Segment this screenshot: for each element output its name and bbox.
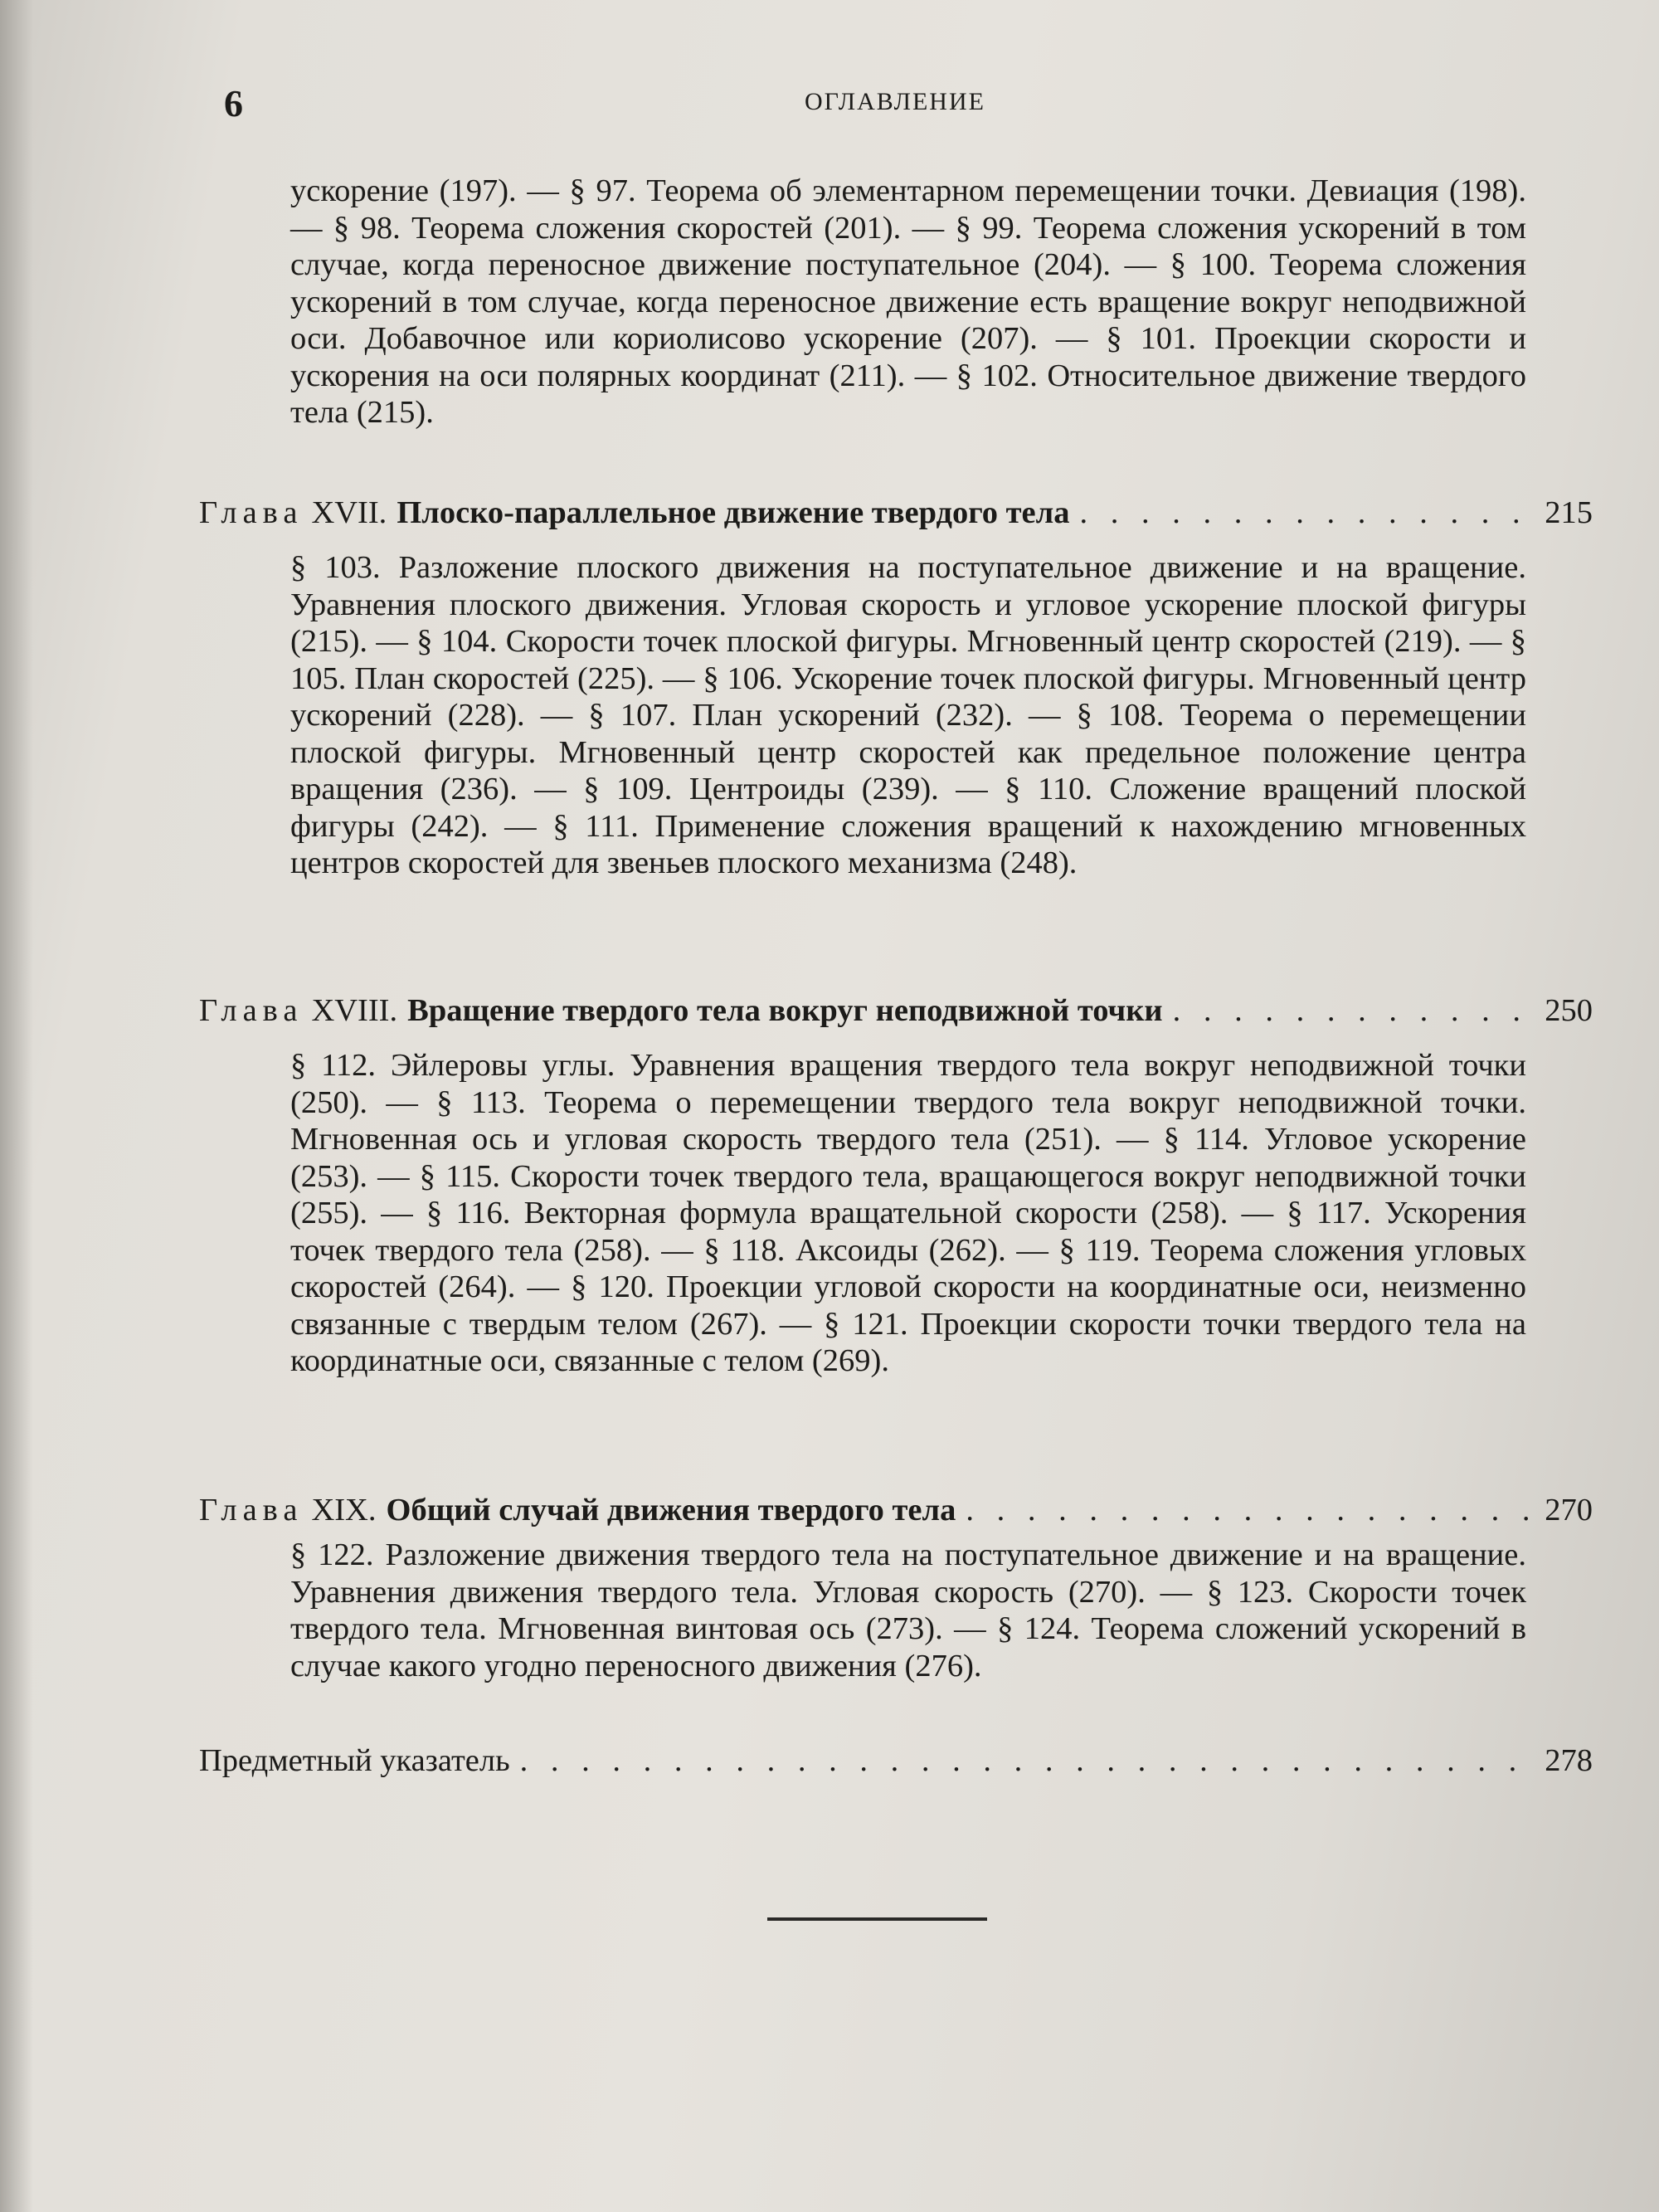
chapter-label: Глава bbox=[199, 1493, 304, 1527]
page-number: 6 bbox=[224, 82, 243, 124]
chapter-contents-xvii: § 103. Разложение плоского движения на поступательное движение и на вращение. Уравнения плоского движения. Угловая скорость и угловое ускорение плоской фигуры (215). — § 104. Скорости точек плоской фигуры. Мгновенный центр скоростей (219). — § 105. План скоростей (225). — § 106. Ускорение точек плоской фигуры. Мгновенный центр ускорений (228). — § 107. План ускорений (232). — § 108. Теорема о перемещении плоской фигуры. Мгновенный центр скоростей как предельное положение центра вращения (236). — § 109. Центроиды (239). — § 110. Сложение вращений плоской фигуры (242). — § 111. Применение сложения вращений к нахождению мгновенных центров скоростей для звеньев плоского механизма (248). bbox=[290, 550, 1526, 880]
chapter-heading-xix bbox=[199, 1492, 1593, 1538]
chapter-contents-xix: § 122. Разложение движения твердого тела на поступательное движение и на вращение. Уравнения движения твердого тела. Угловая скорость (270). — § 123. Скорости точек твердого тела. Мгновенная винтовая ось (273). — § 124. Теорема сложений ускорений в случае какого угодно переносного движения (276). bbox=[290, 1537, 1526, 1683]
index-page: 278 bbox=[1545, 1743, 1593, 1778]
chapter-title: Общий случай движения твердого тела bbox=[386, 1493, 956, 1527]
chapter-number: XIX. bbox=[311, 1493, 377, 1527]
dot-leader bbox=[1173, 992, 1535, 1029]
chapter-title: Плоско-параллельное движение твердого тела bbox=[397, 495, 1070, 530]
dot-leader bbox=[966, 1492, 1535, 1528]
chapter-number: XVIII. bbox=[311, 993, 398, 1028]
spine-shadow bbox=[0, 0, 33, 2212]
chapter-page: 270 bbox=[1545, 1493, 1593, 1527]
dot-leader bbox=[1079, 495, 1535, 531]
dot-leader bbox=[520, 1742, 1535, 1779]
chapter-heading-xvii bbox=[199, 495, 1593, 541]
chapter-number: XVII. bbox=[311, 495, 387, 530]
index-entry bbox=[199, 1742, 1593, 1789]
chapter-label: Глава bbox=[199, 495, 304, 530]
chapter-contents-xviii: § 112. Эйлеровы углы. Уравнения вращения твердого тела вокруг неподвижной точки (250). — § 113. Теорема о перемещении твердого тела вокруг неподвижной точки. Мгновенная ось и угловая скорость твердого тела (251). — § 114. Угловое ускорение (253). — § 115. Скорости точек твердого тела, вращающегося вокруг неподвижной точки (255). — § 116. Векторная формула вращательной скорости (258). — § 117. Ускорения точек твердого тела (258). — § 118. Аксоиды (262). — § 119. Теорема сложения угловых скоростей (264). — § 120. Проекции угловой скорости на координатные оси, неизменно связанные с твердым телом (267). — § 121. Проекции скорости точки твердого тела на координатные оси, связанные с телом (269). bbox=[290, 1048, 1526, 1378]
chapter-page: 215 bbox=[1545, 495, 1593, 530]
chapter-heading-xviii bbox=[199, 992, 1593, 1039]
chapter-title: Вращение твердого тела вокруг неподвижной точки bbox=[407, 993, 1163, 1028]
closing-rule bbox=[767, 1917, 987, 1921]
running-title: ОГЛАВЛЕНИЕ bbox=[805, 88, 985, 115]
chapter-page: 250 bbox=[1545, 993, 1593, 1028]
chapter-label: Глава bbox=[199, 993, 304, 1028]
continuation-text: ускорение (197). — § 97. Теорема об элементарном перемещении точки. Девиация (198). — § 98. Теорема сложения скоростей (201). — § 99. Теорема сложения ускорений в том случае, когда переносное движение поступательное (204). — § 100. Теорема сложения ускорений в том случае, когда переносное движение есть вращение вокруг неподвижной оси. Добавочное или кориолисово ускорение (207). — § 101. Проекции скорости и ускорения на оси полярных координат (211). — § 102. Относительное движение твердого тела (215). bbox=[290, 173, 1526, 430]
index-title: Предметный указатель bbox=[199, 1743, 510, 1778]
